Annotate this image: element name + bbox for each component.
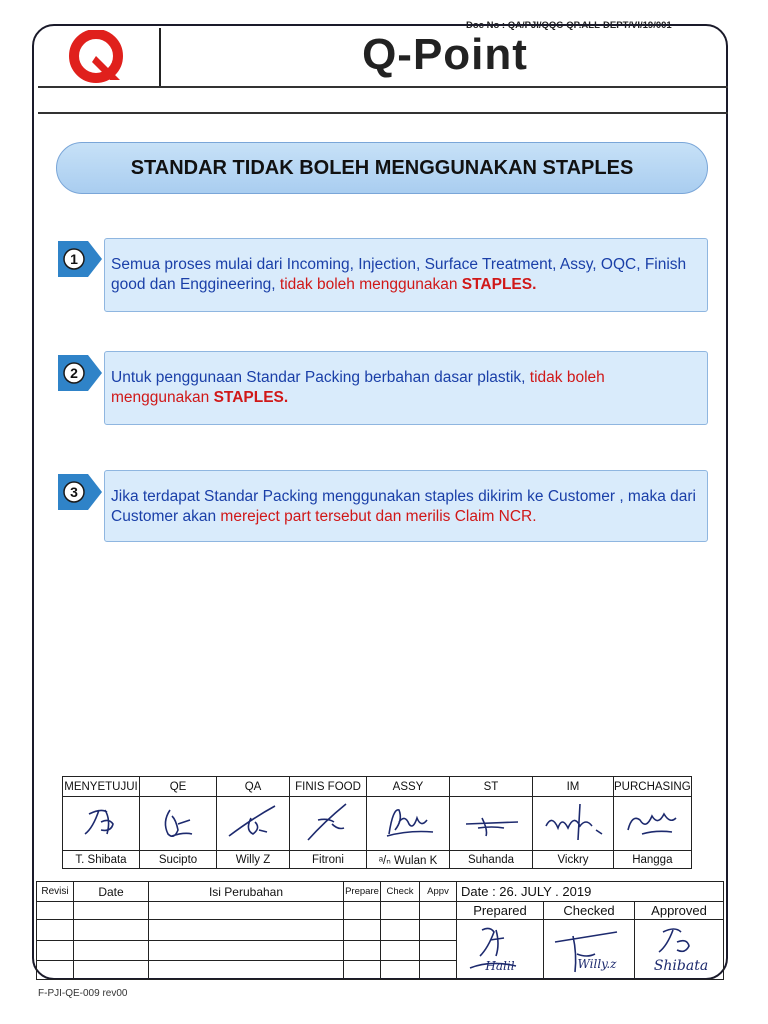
number-marker-2 — [58, 355, 102, 391]
svg-text:Willy.z: Willy.z — [577, 957, 617, 971]
rule-item-3 — [104, 470, 708, 542]
approver-name: Suhanda — [450, 851, 533, 869]
approver-name: T. Shibata — [63, 851, 140, 869]
doc-number: Doc No : QA/PJI/QQC-QP.ALL-DEPT/VI/19/001 — [466, 20, 672, 31]
number-marker-3 — [58, 474, 102, 510]
signature-cell — [63, 797, 140, 851]
approver-name: Willy Z — [217, 851, 290, 869]
approval-header-menyetujui: MENYETUJUI — [63, 777, 140, 797]
document-date: Date : 26. JULY . 2019 — [457, 882, 724, 902]
approval-header-purchasing: PURCHASING — [614, 777, 692, 797]
approver-name: Vickry — [533, 851, 614, 869]
approval-header-st: ST — [450, 777, 533, 797]
sign-header-prepared: Prepared — [457, 902, 544, 920]
header-divider-2 — [38, 112, 728, 114]
approval-header-qe: QE — [140, 777, 217, 797]
signature-cell — [290, 797, 367, 851]
rule-item-2 — [104, 351, 708, 425]
rule-3-warning: mereject part tersebut dan merilis Claim NCR. — [220, 508, 537, 525]
rule-3-text: Jika terdapat Standar Packing menggunakan staples dikirim ke Customer , maka dari Customer akan — [111, 488, 696, 525]
rule-banner: STANDAR TIDAK BOLEH MENGGUNAKAN STAPLES — [56, 142, 708, 194]
signature-cell — [533, 797, 614, 851]
revision-header-date: Date — [74, 882, 149, 902]
rule-item-1 — [104, 238, 708, 312]
number-marker-1 — [58, 241, 102, 277]
sign-header-checked: Checked — [544, 902, 635, 920]
handwritten-signature — [298, 800, 358, 844]
svg-text:Shibata: Shibata — [653, 958, 709, 974]
approver-name: Hangga — [614, 851, 692, 869]
approval-header-im: IM — [533, 777, 614, 797]
revision-header-isi-perubahan: Isi Perubahan — [149, 882, 344, 902]
number-2-label: 2 — [70, 365, 78, 381]
handwritten-signature — [622, 800, 682, 844]
handwritten-signature — [458, 800, 524, 844]
header-divider — [38, 86, 728, 88]
checked-signature — [544, 920, 635, 980]
number-3-label: 3 — [70, 484, 78, 500]
number-1-label: 1 — [70, 251, 78, 267]
handwritten-signature — [547, 920, 631, 976]
handwritten-signature — [375, 800, 441, 844]
rule-1-text: Semua proses mulai dari Incoming, Injection, Surface Treatment, Assy, OQC, Finish good dan Enggineering, — [111, 256, 687, 293]
revision-header-appv: Appv — [420, 882, 457, 902]
signature-cell — [140, 797, 217, 851]
prepared-signature — [457, 920, 544, 980]
signature-cell — [367, 797, 450, 851]
signature-cell — [217, 797, 290, 851]
handwritten-signature — [637, 920, 721, 976]
approval-header-qa: QA — [217, 777, 290, 797]
q-point-logo — [62, 30, 132, 84]
signature-cell — [614, 797, 692, 851]
approval-table — [62, 776, 692, 869]
approved-signature — [635, 920, 724, 980]
form-code: F-PJI-QE-009 rev00 — [38, 988, 128, 999]
rule-1-keyword: STAPLES. — [461, 276, 537, 293]
approval-header-finis-food: FINIS FOOD — [290, 777, 367, 797]
approver-name: ᵃ/ₙ Wulan K — [367, 851, 450, 869]
svg-text:Halil: Halil — [485, 959, 515, 973]
sign-header-approved: Approved — [635, 902, 724, 920]
handwritten-signature — [460, 920, 540, 976]
handwritten-signature — [71, 800, 131, 844]
revision-header-prepare: Prepare — [344, 882, 381, 902]
rule-2-text: Untuk penggunaan Standar Packing berbahan dasar plastik, — [111, 369, 530, 386]
rule-2-warning: tidak boleh menggunakan — [111, 369, 605, 406]
handwritten-signature — [540, 800, 606, 844]
company-title: Q-Point — [362, 30, 528, 79]
rule-1-warning: tidak boleh menggunakan — [279, 276, 462, 293]
revision-header-check: Check — [381, 882, 420, 902]
rule-2-keyword: STAPLES. — [213, 389, 289, 406]
approval-header-assy: ASSY — [367, 777, 450, 797]
approver-name: Sucipto — [140, 851, 217, 869]
handwritten-signature — [148, 800, 208, 844]
revision-header-revisi: Revisi — [37, 882, 74, 902]
signature-cell — [450, 797, 533, 851]
approver-name: Fitroni — [290, 851, 367, 869]
handwritten-signature — [223, 800, 283, 844]
revision-table — [36, 881, 724, 980]
